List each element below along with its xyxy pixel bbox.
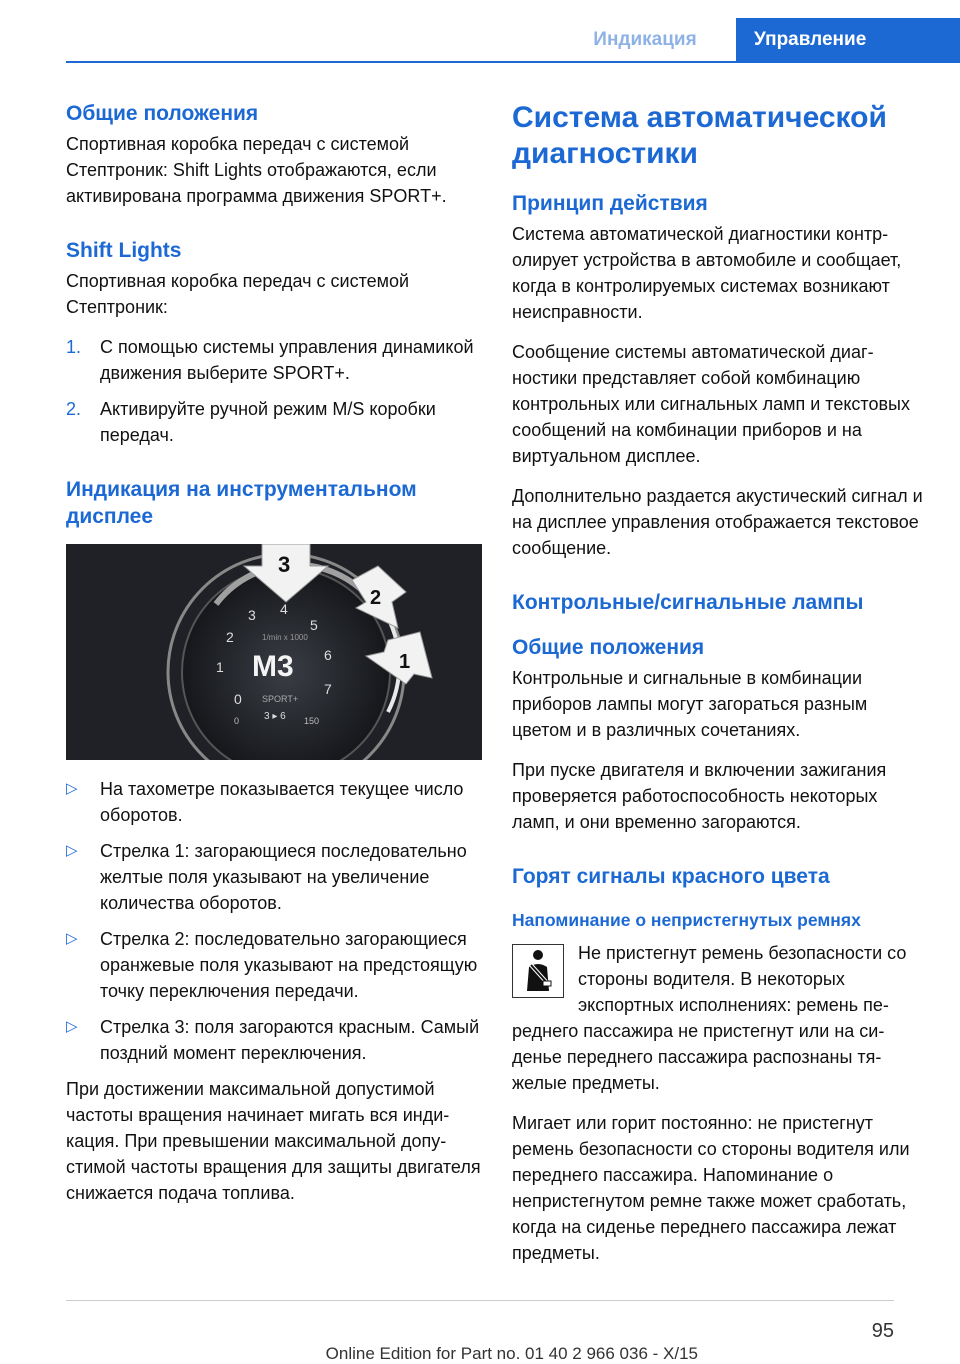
gear-change-indicator: 3 ▸ 6 bbox=[264, 711, 286, 722]
bullet-text: Стрелка 2: последовательно загорающиеся оранжевые поля указывают на предстоящую точку переключения передачи. bbox=[100, 929, 478, 1001]
bullet-text: Стрелка 1: загорающиеся последовательно желтые поля указывают на увеличение количества оборотов. bbox=[100, 841, 467, 913]
paragraph-principle-2: Сообщение системы автоматической диагностики представляет собой комбинацию контрольных или сигнальных ламп и текстовых сообщений на комбинации приборов и на виртуальном дисплее. bbox=[512, 342, 910, 466]
paragraph-belt-2: Мигает или горит постоянно: не пристегнут ремень безопасности со стороны водителя или переднего пассажира. Напоминание о непристегнутом ремне также может сработать, когда на сиденье переднего пассажира лежат предметы. bbox=[512, 1113, 910, 1263]
drive-mode-label: SPORT+ bbox=[262, 694, 299, 704]
paragraph-general: Спортивная коробка передач с системой Стептроник: Shift Lights отображаются, если активирована программа движения SPORT+. bbox=[66, 134, 447, 206]
tick-label-7: 7 bbox=[324, 681, 332, 697]
right-column bbox=[512, 100, 926, 1280]
tick-label-5: 5 bbox=[310, 617, 318, 633]
footer-rule bbox=[66, 1300, 894, 1301]
page-number: 95 bbox=[871, 1320, 894, 1342]
heading-auto-diagnostics: Система автоматической диагностики bbox=[512, 101, 887, 170]
heading-shift-lights: Shift Lights bbox=[66, 239, 182, 262]
gear-indicator: M3 bbox=[252, 650, 294, 683]
tick-label-3: 3 bbox=[248, 607, 256, 623]
heading-general-lamps: Общие положения bbox=[512, 636, 705, 659]
callout-label-1: 1 bbox=[399, 651, 411, 673]
bullet-text: На тахометре показывается текущее число оборотов. bbox=[100, 779, 464, 825]
header-rule bbox=[66, 61, 960, 63]
tachometer-illustration bbox=[66, 544, 482, 760]
bullet-list bbox=[66, 776, 482, 1066]
triangle-bullet-icon: ▷ bbox=[66, 930, 78, 947]
tick-label-0: 0 bbox=[234, 691, 242, 707]
heading-red-signals: Горят сигналы красного цвета bbox=[512, 865, 830, 888]
tick-label-6: 6 bbox=[324, 647, 332, 663]
triangle-bullet-icon: ▷ bbox=[66, 780, 78, 797]
paragraph-belt-1: Не пристегнут ремень безопасности со стороны водителя. В некоторых экспортных исполнениях: ремень переднего пассажира не пристегнут или на сиденье переднего пассажира распознаны тяжелые предметы. bbox=[512, 943, 907, 1093]
bullet-text: Стрелка 3: поля загораются красным. Самый поздний момент переключения. bbox=[100, 1017, 480, 1063]
bullet-item bbox=[66, 776, 482, 828]
tab-indication[interactable]: Индикация bbox=[593, 29, 697, 50]
paragraph-shift-lights: Спортивная коробка передач с системой Стептроник: bbox=[66, 271, 410, 317]
bullet-item bbox=[66, 1014, 482, 1066]
step-text: С помощью системы управления динамикой движения выберите SPORT+. bbox=[100, 337, 474, 383]
bullet-item bbox=[66, 838, 482, 916]
tick-label-2: 2 bbox=[226, 629, 234, 645]
paragraph-principle-3: Дополнительно раздается акустический сигнал и на дисплее управления отображается текстовое сообщение. bbox=[512, 486, 923, 558]
tachometer-figure bbox=[66, 544, 482, 760]
edition-note: Online Edition for Part no. 01 40 2 966 036 - X/15 bbox=[325, 1344, 698, 1363]
speed-min-label: 0 bbox=[234, 716, 240, 726]
rpm-unit-label: 1/min x 1000 bbox=[262, 633, 308, 642]
step-number: 1. bbox=[66, 337, 82, 357]
top-bar bbox=[66, 0, 960, 62]
steps-list bbox=[66, 334, 482, 448]
callout-label-2: 2 bbox=[370, 587, 382, 609]
bullet-item bbox=[66, 926, 482, 1004]
paragraph-principle-1: Система автоматической диагностики контролирует устройства в автомобиле и сообщает, когда в контролируемых системах возникают неисправности. bbox=[512, 224, 902, 322]
left-column bbox=[66, 100, 482, 1220]
heading-warning-lamps: Контрольные/сигнальные лампы bbox=[512, 591, 864, 614]
heading-general: Общие положения bbox=[66, 102, 259, 125]
paragraph-lamps-2: При пуске двигателя и включении зажигания проверяется работоспособность некоторых ламп, и они временно загораются. bbox=[512, 760, 887, 832]
heading-instrument-display: Индикация на инструментальном дисплее bbox=[66, 478, 417, 528]
tab-controls[interactable]: Управление bbox=[736, 18, 960, 62]
step-text: Активируйте ручной режим M/S коробки передач. bbox=[100, 399, 436, 445]
step-item bbox=[66, 396, 482, 448]
seatbelt-warning-icon bbox=[512, 944, 564, 998]
paragraph-max-rpm: При достижении максимальной допустимой частоты вращения начинает мигать вся индикация. При превышении максимальной допустимой частоты вращения для защиты двигателя снижается подача топлива. bbox=[66, 1079, 481, 1203]
heading-seatbelt-reminder: Напоминание о непристегнутых ремнях bbox=[512, 910, 861, 930]
tick-label-4: 4 bbox=[280, 601, 288, 617]
step-number: 2. bbox=[66, 399, 82, 419]
callout-label-3: 3 bbox=[278, 552, 291, 577]
heading-principle: Принцип действия bbox=[512, 192, 708, 215]
triangle-bullet-icon: ▷ bbox=[66, 1018, 78, 1035]
paragraph-lamps-1: Контрольные и сигнальные в комбинации приборов лампы могут загораться разным цветом и в различных сочетаниях. bbox=[512, 668, 868, 740]
tick-label-1: 1 bbox=[216, 659, 224, 675]
speed-max-label: 150 bbox=[304, 716, 320, 726]
step-item bbox=[66, 334, 482, 386]
triangle-bullet-icon: ▷ bbox=[66, 842, 78, 859]
